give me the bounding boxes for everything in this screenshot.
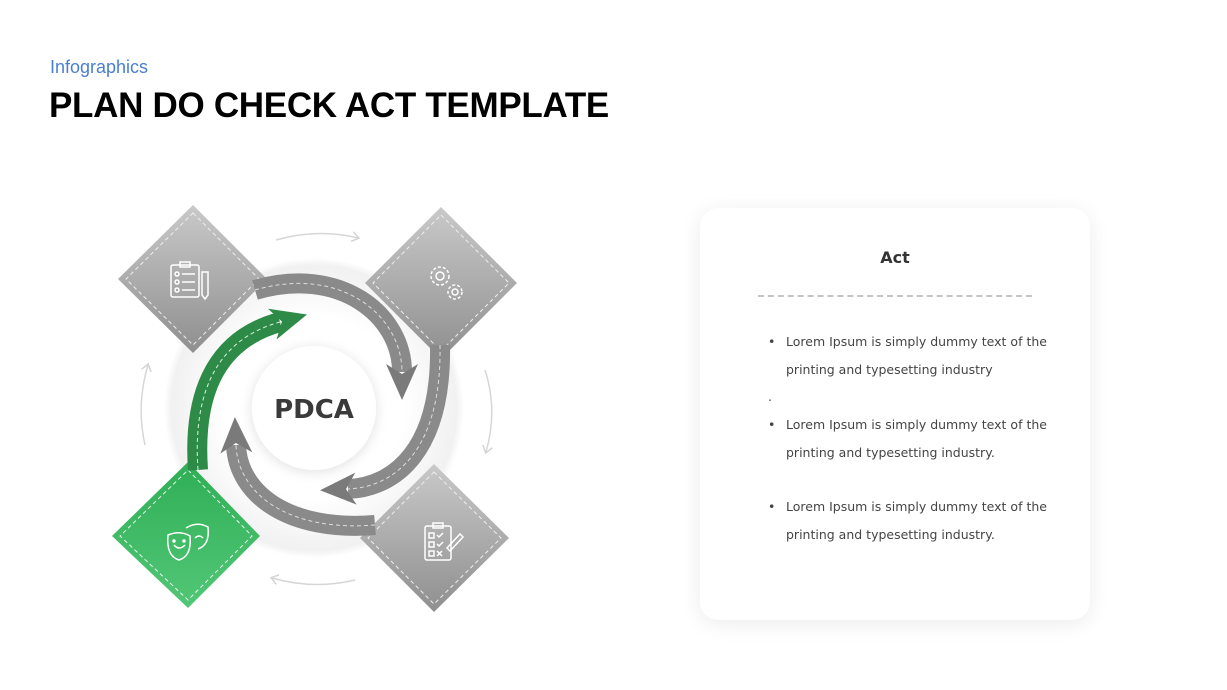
detail-card xyxy=(700,208,1090,620)
cycle-arrow-bottom xyxy=(272,578,355,585)
bullet-list xyxy=(768,328,1068,548)
cycle-arrow-top xyxy=(276,233,358,240)
center-label: PDCA xyxy=(274,395,354,425)
stray-period xyxy=(768,383,1068,411)
section-subtitle: Infographics xyxy=(50,57,149,77)
cycle-arrow-left xyxy=(141,365,148,445)
bullet-item: • Lorem Ipsum is simply dummy text of the printing and typesetting industry xyxy=(768,328,1068,383)
card-divider xyxy=(758,295,1032,297)
bullet-item: • Lorem Ipsum is simply dummy text of the printing and typesetting industry. xyxy=(768,493,1068,548)
bullet-item: • Lorem Ipsum is simply dummy text of the printing and typesetting industry. xyxy=(768,411,1068,466)
page-title: PLAN DO CHECK ACT TEMPLATE xyxy=(49,86,609,125)
cycle-arrow-right xyxy=(485,370,492,452)
card-title: Act xyxy=(880,248,910,267)
